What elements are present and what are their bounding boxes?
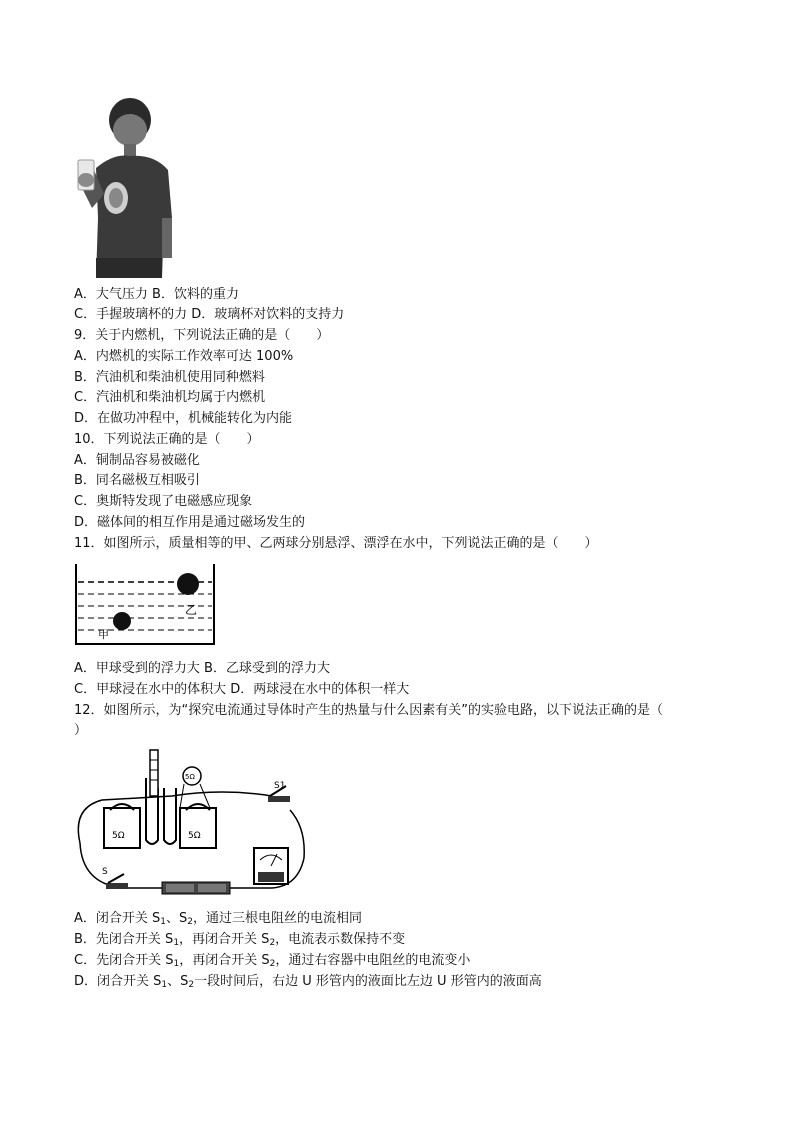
label-jia: 甲 [98, 628, 109, 641]
q9-option-c: C．汽油机和柴油机均属于内燃机 [74, 390, 266, 405]
svg-text:S: S [102, 867, 108, 877]
q9-option-d: D．在做功冲程中，机械能转化为内能 [74, 411, 293, 426]
q11-floating-balls-figure [72, 562, 218, 650]
ball-yi [177, 573, 199, 595]
q9-option-a: A．内燃机的实际工作效率可达 100% [74, 349, 294, 364]
u-tube-stand [150, 750, 158, 796]
right-container [180, 808, 216, 848]
svg-text:S1: S1 [274, 781, 286, 791]
ball-jia [113, 612, 131, 630]
q11-option-cd: C．甲球浸在水中的体积大 D．两球浸在水中的体积一样大 [74, 682, 410, 697]
q10-option-a: A．铜制品容易被磁化 [74, 453, 200, 468]
battery [162, 882, 230, 894]
q12-stem-line1: 12．如图所示，为“探究电流通过导体时产生的热量与什么因素有关”的实验电路，以下说法正确的是（ [74, 703, 664, 718]
q11-option-ab: A．甲球受到的浮力大 B．乙球受到的浮力大 [74, 661, 330, 676]
q12-option-d: D．闭合开关 $S_1$、$S_2$一段时间后，右边 U 形管内的液面比左边 U 形管内的液面高 [74, 974, 542, 990]
q10-option-b: B．同名磁极互相吸引 [74, 473, 200, 488]
q8-option-ab: A．大气压力 B．饮料的重力 [74, 287, 239, 302]
q10-stem: 10．下列说法正确的是（ ） [74, 432, 260, 447]
q12-option-a: A．闭合开关 $S_1$、$S_2$，通过三根电阻丝的电流相同 [74, 911, 363, 927]
switch-s2 [102, 867, 128, 889]
q11-stem: 11．如图所示，质量相等的甲、乙两球分别悬浮、漂浮在水中，下列说法正确的是（ ） [74, 536, 598, 551]
q10-option-c: C．奥斯特发现了电磁感应现象 [74, 494, 253, 509]
right-resistor-label: 5Ω [188, 831, 201, 841]
left-container [104, 808, 140, 848]
label-yi: 乙 [185, 603, 198, 617]
q12-circuit-figure [72, 748, 312, 900]
left-resistor-label: 5Ω [112, 831, 125, 841]
ammeter [254, 848, 288, 884]
q12-option-c: C．先闭合开关 $S_1$，再闭合开关 $S_2$，通过右容器中电阻丝的电流变小 [74, 953, 471, 969]
q8-option-cd: C．手握玻璃杯的力 D．玻璃杯对饮料的支持力 [74, 307, 345, 322]
q9-stem: 9．关于内燃机，下列说法正确的是（ ） [74, 328, 330, 343]
q9-option-b: B．汽油机和柴油机使用同种燃料 [74, 370, 265, 385]
switch-s1 [268, 781, 290, 802]
boy-drinking-photo [74, 98, 174, 278]
q12-option-b: B．先闭合开关 $S_1$，再闭合开关 $S_2$，电流表示数保持不变 [74, 932, 406, 948]
q12-stem-line2: ） [74, 723, 88, 738]
q10-option-d: D．磁体间的相互作用是通过磁场发生的 [74, 515, 306, 530]
top-resistor-label: 5Ω [185, 773, 195, 781]
